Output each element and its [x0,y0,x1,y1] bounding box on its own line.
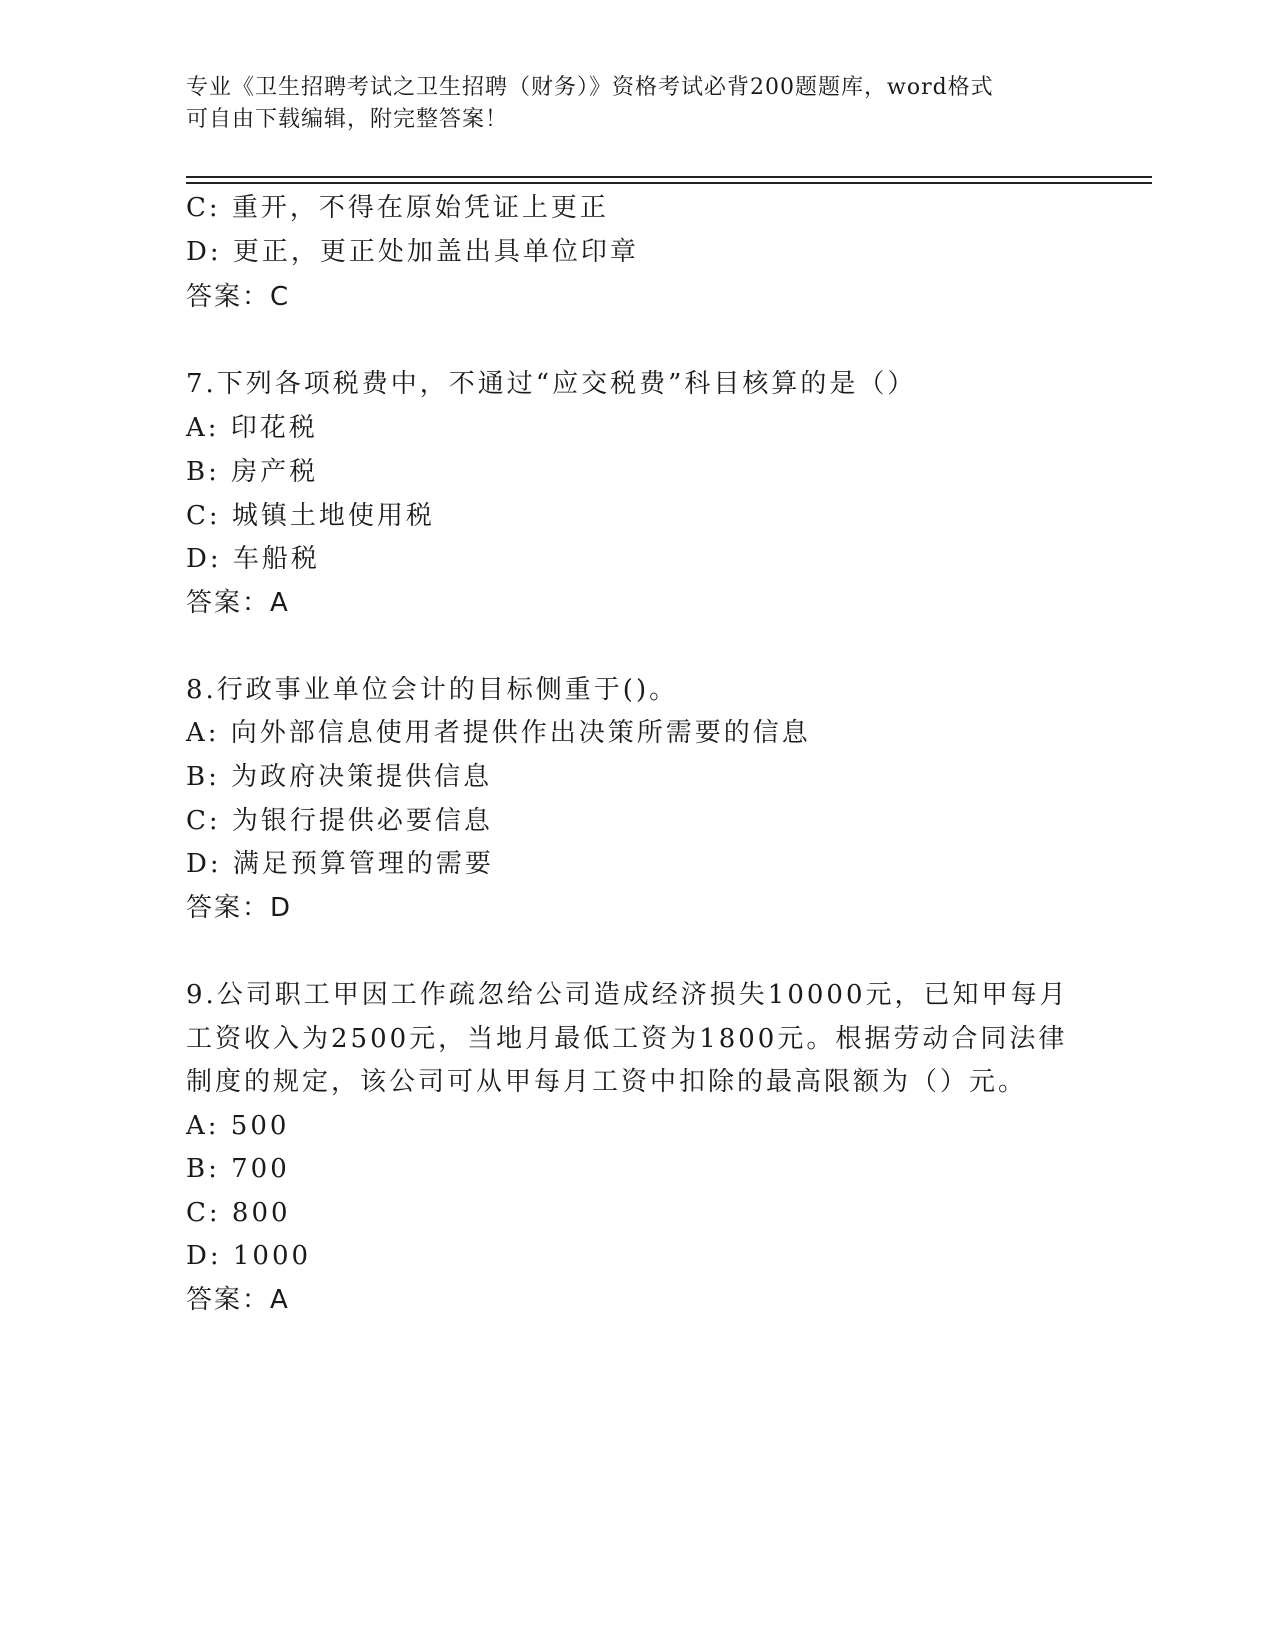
q9-option-d: D: 1000 [186,1241,312,1271]
q9-stem-line-1: 9.公司职工甲因工作疏忽给公司造成经济损失10000元，已知甲每月 [186,980,1069,1010]
q7-option-c: C: 城镇土地使用税 [186,501,435,531]
q6-option-d: D: 更正，更正处加盖出具单位印章 [186,237,639,267]
q9-option-b: B: 700 [186,1154,290,1184]
header-line-2: 可自由下载编辑，附完整答案！ [186,107,509,132]
header-rule-top [186,176,1152,178]
q9-stem-line-3: 制度的规定，该公司可从甲每月工资中扣除的最高限额为（）元。 [186,1067,1028,1097]
q8-stem: 8.行政事业单位会计的目标侧重于()。 [186,675,679,705]
q8-option-c: C: 为银行提供必要信息 [186,806,493,836]
document-header [186,72,1086,136]
q6-option-c: C: 重开，不得在原始凭证上更正 [186,193,609,223]
q9-stem-line-2: 工资收入为2500元，当地月最低工资为1800元。根据劳动合同法律 [186,1024,1068,1054]
q8-option-a: A: 向外部信息使用者提供作出决策所需要的信息 [186,718,811,748]
q9-option-a: A: 500 [186,1111,290,1141]
q9-answer: 答案：A [186,1285,290,1315]
q8-option-d: D: 满足预算管理的需要 [186,849,494,879]
q7-option-a: A: 印花税 [186,413,318,443]
header-line-1: 专业《卫生招聘考试之卫生招聘（财务）》资格考试必背200题题库，word格式 [186,75,994,100]
q9-option-c: C: 800 [186,1198,291,1228]
q8-option-b: B: 为政府决策提供信息 [186,762,493,792]
header-rule-bottom [186,182,1152,184]
q8-answer: 答案：D [186,893,293,923]
q7-option-b: B: 房产税 [186,457,319,487]
q7-answer: 答案：A [186,588,290,618]
q7-stem: 7.下列各项税费中，不通过“应交税费”科目核算的是（） [186,369,917,399]
q7-option-d: D: 车船税 [186,544,320,574]
q6-answer: 答案：C [186,282,291,312]
